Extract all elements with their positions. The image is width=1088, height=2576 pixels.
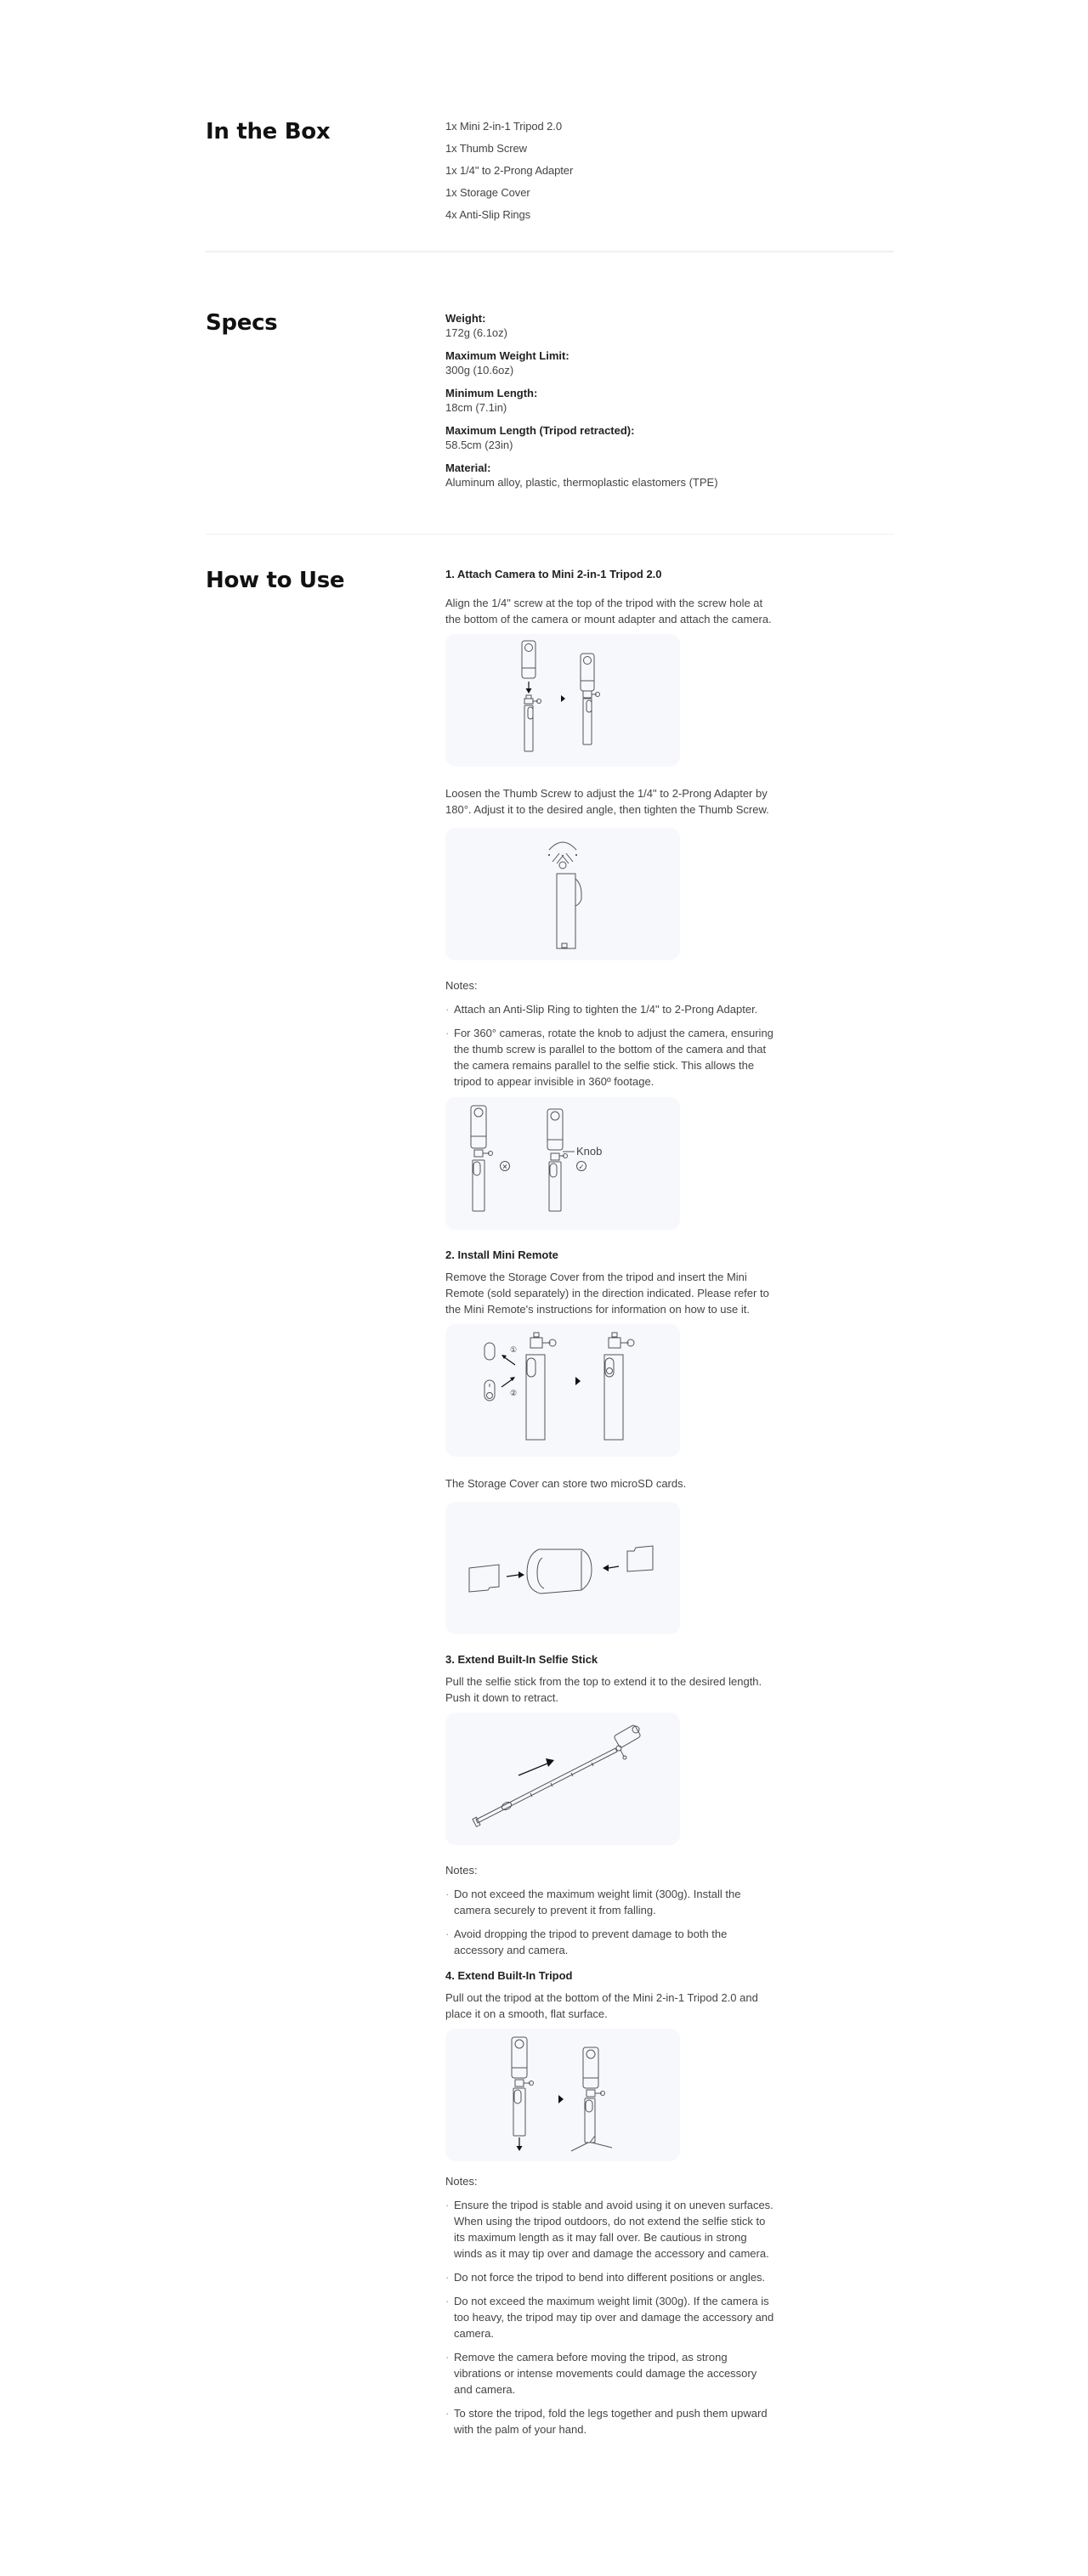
knob-orientation-illustration [445, 1097, 680, 1230]
adjust-adapter-illustration [445, 828, 680, 960]
in-the-box-section [206, 119, 894, 238]
note-item [445, 1926, 777, 1958]
attach-camera-figure [445, 634, 680, 767]
specs-list [445, 312, 777, 499]
note-item [445, 1025, 777, 1090]
box-item: 1x Mini 2-in-1 Tripod 2.0 [445, 120, 562, 133]
bullet-icon: · [445, 2351, 450, 2364]
box-item: 1x Thumb Screw [445, 142, 527, 155]
spec-label: Material: [445, 461, 491, 474]
note-item [445, 2197, 777, 2262]
step-4-paragraph: Pull out the tripod at the bottom of the Mini 2-in-1 Tripod 2.0 and place it on a smooth, flat surface. [445, 1991, 758, 2020]
how-to-use-body [445, 568, 777, 2445]
step-1-title: 1. Attach Camera to Mini 2-in-1 Tripod 2.0 [445, 568, 662, 580]
spec-value: 300g (10.6oz) [445, 364, 514, 376]
section-divider [206, 534, 894, 535]
in-the-box-title: In the Box [206, 119, 331, 144]
bullet-icon: · [445, 1003, 450, 1016]
spec-value: 58.5cm (23in) [445, 439, 513, 451]
spec-value: 18cm (7.1in) [445, 401, 507, 414]
spec-item [445, 312, 777, 340]
spec-item [445, 349, 777, 377]
knob-label: Knob [576, 1145, 603, 1158]
bullet-icon: · [445, 1027, 450, 1039]
section-divider [206, 251, 894, 252]
storage-cover-paragraph: The Storage Cover can store two microSD cards. [445, 1477, 687, 1490]
note-item [445, 2293, 777, 2341]
box-item: 1x Storage Cover [445, 186, 530, 199]
note-text: Do not exceed the maximum weight limit (300g). Install the camera securely to prevent it from falling. [454, 1888, 741, 1916]
spec-label: Minimum Length: [445, 387, 538, 399]
bullet-icon: · [445, 2271, 450, 2284]
step-marker-1: ① [509, 1345, 518, 1354]
step-1-notes-label: Notes: [445, 979, 478, 992]
step-1-paragraph: Align the 1/4" screw at the top of the tripod with the screw hole at the bottom of the camera or mount adapter and attach the camera. [445, 597, 772, 626]
wrong-icon: ✕ [502, 1163, 508, 1171]
note-text: Do not exceed the maximum weight limit (300g). If the camera is too heavy, the tripod may tip over and damage the accessory and camera. [454, 2295, 774, 2340]
step-3-notes-label: Notes: [445, 1864, 478, 1877]
spec-value: Aluminum alloy, plastic, thermoplastic elastomers (TPE) [445, 476, 718, 489]
spec-item [445, 387, 777, 415]
specs-title: Specs [206, 310, 278, 336]
spec-item [445, 461, 777, 490]
note-text: Attach an Anti-Slip Ring to tighten the 1/4" to 2-Prong Adapter. [454, 1003, 758, 1016]
extend-tripod-figure [445, 2029, 680, 2161]
step-4-notes-label: Notes: [445, 2175, 478, 2188]
bullet-icon: · [445, 2407, 450, 2420]
install-remote-illustration [445, 1324, 680, 1457]
step-1-adjust-paragraph: Loosen the Thumb Screw to adjust the 1/4" to 2-Prong Adapter by 180°. Adjust it to the desired angle, then tighten the Thumb Screw. [445, 787, 769, 816]
step-4-title: 4. Extend Built-In Tripod [445, 1969, 573, 1982]
install-remote-figure [445, 1324, 680, 1457]
spec-label: Maximum Weight Limit: [445, 349, 570, 362]
spec-value: 172g (6.1oz) [445, 326, 507, 339]
extend-selfie-stick-illustration [445, 1713, 680, 1845]
adjust-adapter-figure [445, 828, 680, 960]
note-text: Avoid dropping the tripod to prevent damage to both the accessory and camera. [454, 1928, 728, 1956]
bullet-icon: · [445, 2295, 450, 2307]
note-item [445, 2349, 777, 2398]
step-2-paragraph: Remove the Storage Cover from the tripod and insert the Mini Remote (sold separately) in the direction indicated. Please refer to the Mini Remote's instructions for information on how to use it. [445, 1271, 769, 1316]
step-3-title: 3. Extend Built-In Selfie Stick [445, 1653, 598, 1666]
bullet-icon: · [445, 1888, 450, 1900]
step-2-title: 2. Install Mini Remote [445, 1248, 558, 1261]
box-item: 4x Anti-Slip Rings [445, 208, 531, 221]
note-text: To store the tripod, fold the legs together and push them upward with the palm of your hand. [454, 2407, 768, 2436]
spec-label: Maximum Length (Tripod retracted): [445, 424, 635, 437]
note-item [445, 2405, 777, 2437]
note-item [445, 2269, 777, 2285]
step-3-paragraph: Pull the selfie stick from the top to extend it to the desired length. Push it down to retract. [445, 1675, 762, 1704]
extend-tripod-illustration [445, 2029, 680, 2161]
note-item [445, 1001, 777, 1017]
note-text: Remove the camera before moving the tripod, as strong vibrations or intense movements could damage the accessory and camera. [454, 2351, 757, 2396]
check-icon: ✓ [578, 1163, 585, 1171]
box-item: 1x 1/4" to 2-Prong Adapter [445, 164, 574, 177]
extend-selfie-stick-figure [445, 1713, 680, 1845]
knob-orientation-figure [445, 1097, 680, 1230]
specs-section [206, 310, 894, 514]
note-text: For 360° cameras, rotate the knob to adjust the camera, ensuring the thumb screw is parallel to the bottom of the camera and that the camera remains parallel to the selfie stick. This allows the tripod to appear invisible in 360º footage. [454, 1027, 774, 1088]
note-text: Do not force the tripod to bend into different positions or angles. [454, 2271, 766, 2284]
step-marker-2: ② [509, 1389, 518, 1397]
how-to-use-title: How to Use [206, 568, 345, 593]
storage-cover-figure [445, 1502, 680, 1634]
note-item [445, 1886, 777, 1918]
spec-item [445, 424, 777, 452]
attach-camera-illustration [445, 634, 680, 767]
in-the-box-list [445, 121, 777, 231]
note-text: Ensure the tripod is stable and avoid using it on uneven surfaces. When using the tripod outdoors, do not extend the selfie stick to its maximum length as it may fall over. Be cautious in strong winds as it may tip over and damage the accessory and camera. [454, 2199, 774, 2260]
bullet-icon: · [445, 1928, 450, 1940]
storage-cover-illustration [445, 1502, 680, 1634]
spec-label: Weight: [445, 312, 486, 325]
bullet-icon: · [445, 2199, 450, 2211]
